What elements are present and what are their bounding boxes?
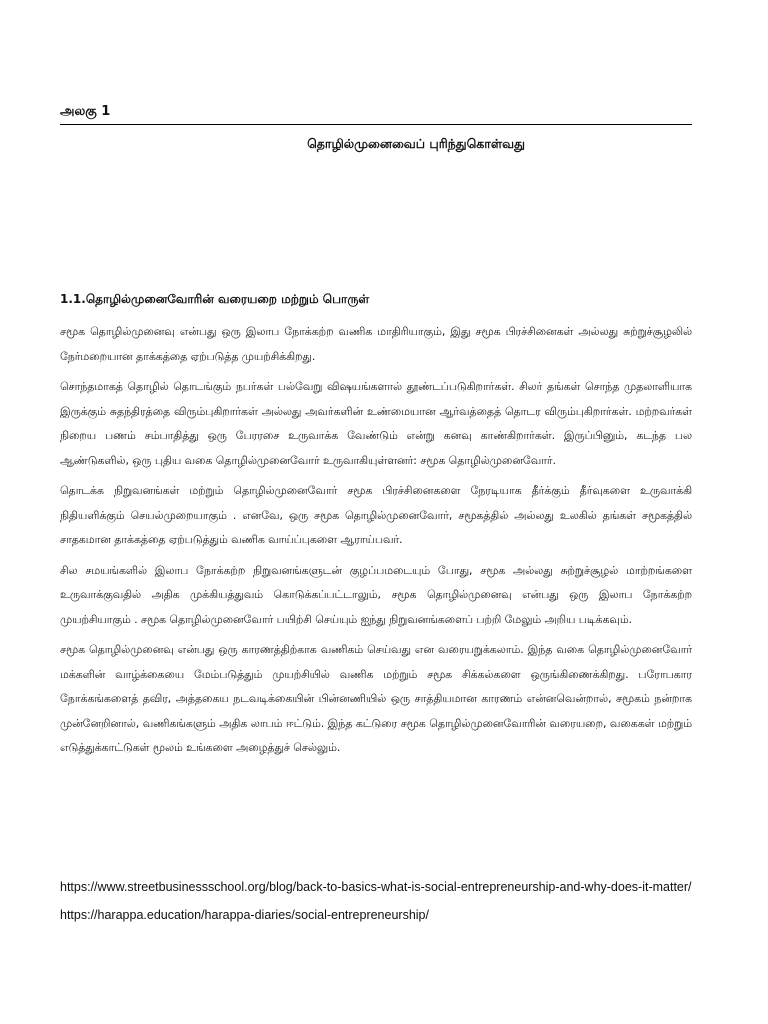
paragraph-4: சில சமயங்களில் இலாப நோக்கற்ற நிறுவனங்களுடன் குழப்பமடையும் போது, சமூக அல்லது சுற்றுச்சூழல் மாற்றங்களை உருவாக்குவதில் அதிக முக்கியத்துவம் கொடுக்கப்பட்டாலும், சமூக தொழில்முனைவு என்பது ஒரு இலாப நோக்கற்ற முயற்சியாகும் . சமூக தொழில்முனைவோர் பயிற்சி செய்யும் ஐந்து நிறுவனங்களைப் பற்றி மேலும் அறிய படிக்கவும். — [60, 563, 692, 626]
section-heading: 1.1.தொழில்முனைவோரின் வரையறை மற்றும் பொருள் — [60, 292, 370, 306]
references — [60, 876, 700, 932]
reference-link-1[interactable]: https://www.streetbusinessschool.org/blog/back-to-basics-what-is-social-entrepreneurship-and-why-does-it-matter/ — [60, 880, 692, 894]
paragraph-1: சமூக தொழில்முனைவு என்பது ஒரு இலாப நோக்கற்ற வணிக மாதிரியாகும், இது சமூக பிரச்சினைகள் அல்லது சுற்றுச்சூழலில் நேர்மறையான தாக்கத்தை ஏற்படுத்த முயற்சிக்கிறது. — [60, 325, 692, 363]
body-text — [60, 320, 692, 767]
paragraph-3: தொடக்க நிறுவனங்கள் மற்றும் தொழில்முனைவோர் சமூக பிரச்சினைகளை நேரடியாக தீர்க்கும் தீர்வுகளை உருவாக்கி நிதியளிக்கும் செயல்முறையாகும் . எனவே, ஒரு சமூக தொழில்முனைவோர், சமூகத்தில் அல்லது உலகில் தங்கள் சமூகத்தில் சாதகமான தாக்கத்தை ஏற்படுத்தும் வணிக வாய்ப்புகளை ஆராய்பவர். — [60, 484, 692, 546]
paragraph-2: சொந்தமாகத் தொழில் தொடங்கும் நபர்கள் பல்வேறு விஷயங்களால் தூண்டப்படுகிறார்கள். சிலர் தங்கள் சொந்த முதலாளியாக இருக்கும் சுதந்திரத்தை விரும்புகிறார்கள் அல்லது அவர்களின் உண்மையான ஆர்வத்தைத் தொடர விரும்புகிறார்கள். மற்றவர்கள் நிறைய பணம் சம்பாதித்து ஒரு பேரரசை உருவாக்க வேண்டும் என்று கனவு காண்கிறார்கள். இருப்பினும், கடந்த பல ஆண்டுகளில், ஒரு புதிய வகை தொழில்முனைவோர் உருவாகியுள்ளனர்: சமூக தொழில்முனைவோர். — [60, 380, 692, 467]
chapter-title: தொழில்முனைவைப் புரிந்துகொள்வது — [307, 136, 525, 151]
reference-link-2[interactable]: https://harappa.education/harappa-diaries/social-entrepreneurship/ — [60, 908, 429, 922]
paragraph-5: சமூக தொழில்முனைவு என்பது ஒரு காரணத்திற்காக வணிகம் செய்வது என வரையறுக்கலாம். இந்த வகை தொழில்முனைவோர் மக்களின் வாழ்க்கையை மேம்படுத்தும் முயற்சியில் வணிக மற்றும் சமூக சிக்கல்களை ஒருங்கிணைக்கிறது. பரோபகார நோக்கங்களைத் தவிர, அத்தகைய நடவடிக்கையின் பின்னணியில் ஒரு சாத்தியமான காரணம் என்னவென்றால், சமூகம் நன்றாக முன்னேறினால், வணிகங்களும் அதிக லாபம் ஈட்டும். இந்த கட்டுரை சமூக தொழில்முனைவோரின் வரையறை, வகைகள் மற்றும் எடுத்துக்காட்டுகள் மூலம் உங்களை அழைத்துச் செல்லும். — [60, 643, 692, 754]
header-divider — [60, 124, 692, 125]
unit-label: அலகு 1 — [60, 104, 111, 119]
